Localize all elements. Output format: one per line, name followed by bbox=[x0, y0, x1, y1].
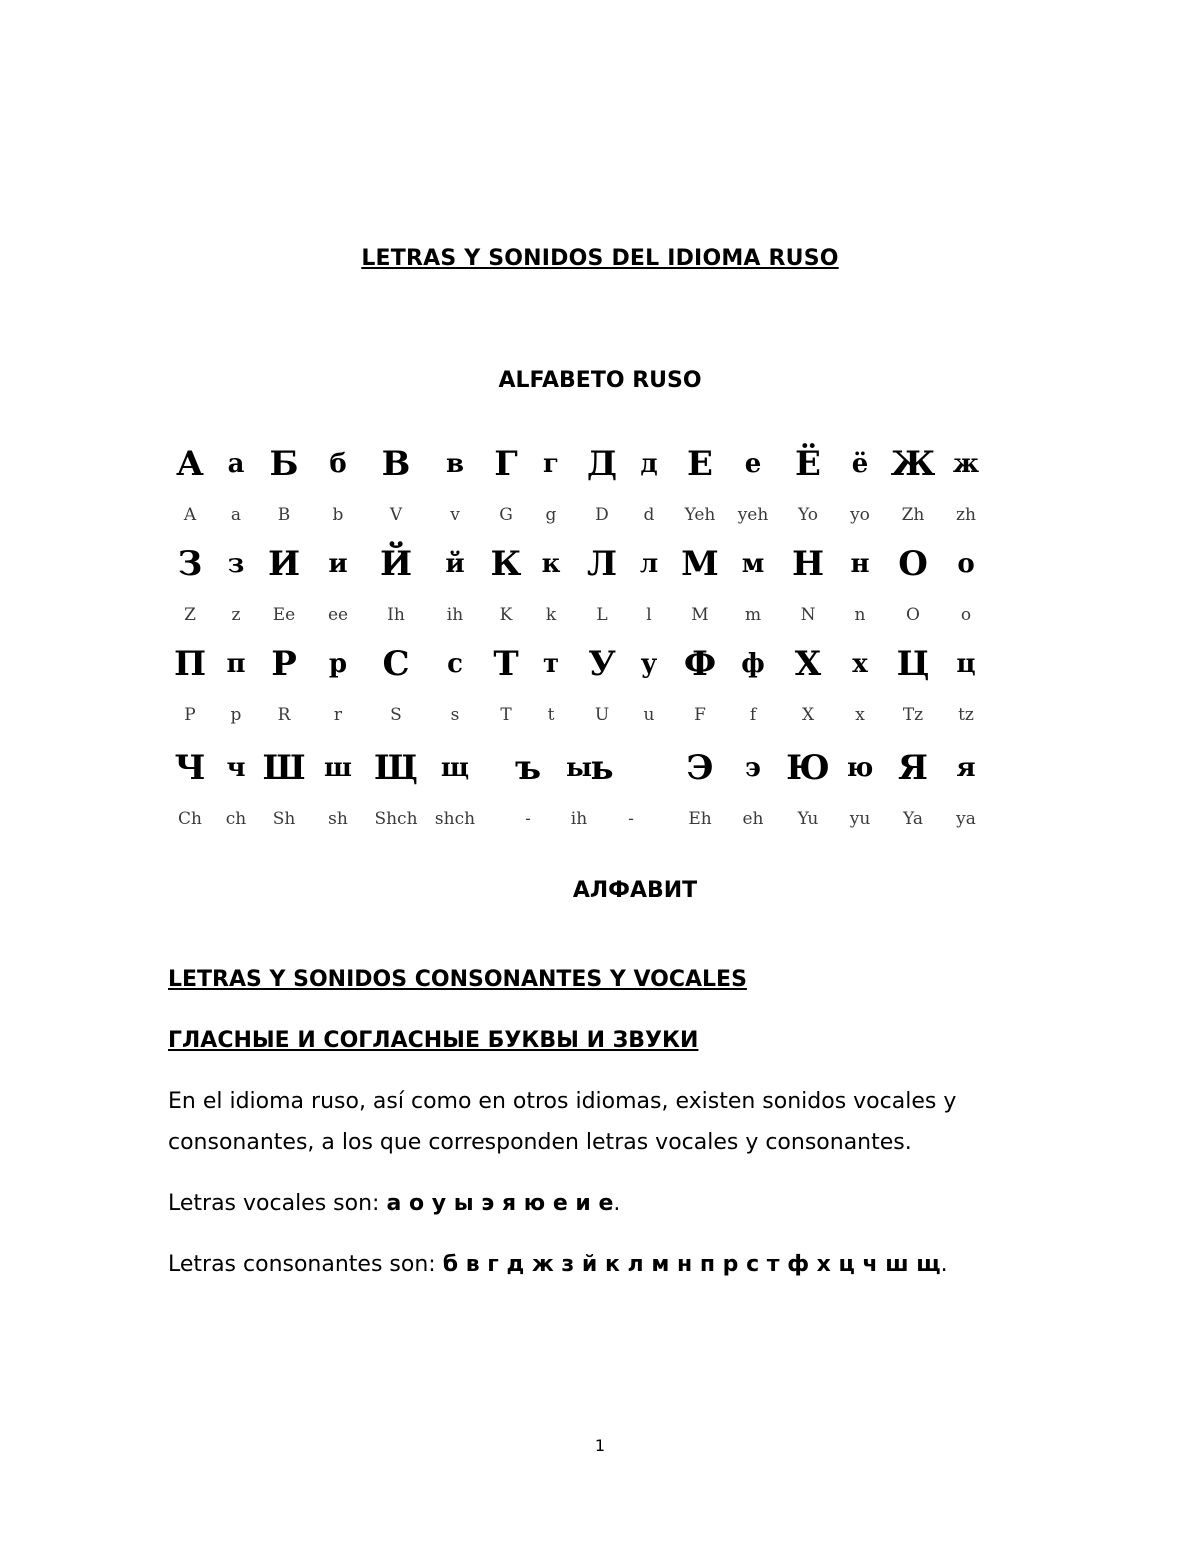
cyrillic-letter: й bbox=[445, 549, 465, 579]
vowels-label: Letras vocales son: bbox=[168, 1191, 387, 1216]
transliteration: yu bbox=[849, 809, 871, 829]
cyrillic-letter: Й bbox=[379, 544, 413, 584]
transliteration: m bbox=[744, 605, 762, 625]
transliteration: zh bbox=[956, 505, 976, 525]
cyrillic-letter: и bbox=[328, 549, 348, 579]
transliteration: d bbox=[643, 505, 655, 525]
transliteration: o bbox=[960, 605, 972, 625]
cyrillic-letter: ъ bbox=[514, 748, 542, 788]
transliteration: s bbox=[450, 705, 460, 725]
transliteration: n bbox=[854, 605, 866, 625]
transliteration: P bbox=[184, 705, 196, 725]
transliteration: K bbox=[499, 605, 513, 625]
vowels-line bbox=[168, 1183, 1048, 1224]
section-heading-russian: ГЛАСНЫЕ И СОГЛАСНЫЕ БУКВЫ И ЗВУКИ bbox=[168, 1028, 699, 1053]
alphabet-subtitle: ALFABETO RUSO bbox=[498, 368, 702, 393]
cyrillic-letter: О bbox=[898, 544, 928, 584]
transliteration: eh bbox=[742, 809, 764, 829]
cyrillic-letter: Ю bbox=[786, 748, 830, 788]
cyrillic-letter: р bbox=[328, 649, 348, 679]
transliteration: V bbox=[389, 505, 403, 525]
transliteration: - bbox=[628, 809, 634, 829]
transliteration: M bbox=[691, 605, 709, 625]
cyrillic-letter: ь bbox=[590, 748, 614, 788]
cyrillic-letter: е bbox=[744, 449, 762, 479]
transliteration: Ch bbox=[178, 809, 202, 829]
transliteration: Ya bbox=[902, 809, 924, 829]
cyrillic-letter: ы bbox=[565, 753, 593, 783]
transliteration: ih bbox=[570, 809, 588, 829]
cyrillic-letter: Ц bbox=[896, 644, 930, 684]
transliteration: b bbox=[332, 505, 344, 525]
transliteration: Yu bbox=[797, 809, 819, 829]
transliteration: t bbox=[547, 705, 555, 725]
transliteration: D bbox=[595, 505, 609, 525]
cyrillic-letter: Р bbox=[271, 644, 297, 684]
transliteration: A bbox=[183, 505, 197, 525]
transliteration: O bbox=[906, 605, 920, 625]
transliteration: G bbox=[499, 505, 513, 525]
transliteration: ya bbox=[956, 809, 976, 829]
cyrillic-letter: Л bbox=[586, 544, 618, 584]
transliteration: Yeh bbox=[684, 505, 716, 525]
cyrillic-letter: в bbox=[445, 449, 465, 479]
cyrillic-alphabet-caption: АЛФАВИТ bbox=[572, 878, 698, 903]
cyrillic-letter: ш bbox=[324, 753, 352, 783]
cyrillic-letter: г bbox=[543, 449, 559, 479]
transliteration: r bbox=[333, 705, 343, 725]
transliteration: k bbox=[545, 605, 557, 625]
transliteration: shch bbox=[434, 809, 476, 829]
transliteration: ch bbox=[225, 809, 247, 829]
cyrillic-letter: Е bbox=[687, 444, 713, 484]
cyrillic-letter: Т bbox=[493, 644, 519, 684]
cyrillic-letter: Ё bbox=[795, 444, 821, 484]
cyrillic-letter: я bbox=[956, 753, 976, 783]
transliteration: Sh bbox=[272, 809, 296, 829]
cyrillic-letter: м bbox=[741, 549, 765, 579]
consonants-period: . bbox=[940, 1252, 948, 1277]
transliteration: R bbox=[277, 705, 291, 725]
cyrillic-letter: Б bbox=[269, 444, 299, 484]
cyrillic-letter: Ж bbox=[890, 444, 936, 484]
transliteration: - bbox=[525, 809, 531, 829]
cyrillic-letter: Д bbox=[586, 444, 618, 484]
transliteration: ih bbox=[446, 605, 464, 625]
cyrillic-letter: б bbox=[329, 449, 347, 479]
cyrillic-letter: к bbox=[541, 549, 561, 579]
transliteration: Ih bbox=[387, 605, 405, 625]
transliteration: tz bbox=[958, 705, 974, 725]
cyrillic-letter: н bbox=[850, 549, 870, 579]
cyrillic-letter: ц bbox=[956, 649, 976, 679]
transliteration: S bbox=[390, 705, 402, 725]
cyrillic-letter: у bbox=[640, 649, 658, 679]
transliteration: a bbox=[230, 505, 242, 525]
transliteration: g bbox=[545, 505, 557, 525]
transliteration: l bbox=[646, 605, 652, 625]
cyrillic-letter: з bbox=[227, 549, 245, 579]
intro-paragraph: En el idioma ruso, así como en otros idiomas, existen sonidos vocales y consonantes, a los que corresponden letras vocales y consonantes. bbox=[168, 1089, 957, 1155]
transliteration: F bbox=[694, 705, 706, 725]
cyrillic-letter: Х bbox=[794, 644, 822, 684]
vowels-letters: а о у ы э я ю е и е bbox=[386, 1191, 614, 1216]
alphabet-grid bbox=[168, 440, 1008, 840]
cyrillic-letter: ж bbox=[952, 449, 980, 479]
transliteration: Tz bbox=[902, 705, 924, 725]
cyrillic-letter: И bbox=[267, 544, 301, 584]
transliteration: Zh bbox=[901, 505, 925, 525]
cyrillic-letter: д bbox=[640, 449, 658, 479]
transliteration: yeh bbox=[737, 505, 769, 525]
cyrillic-letter: Г bbox=[494, 444, 518, 484]
cyrillic-letter: Ш bbox=[262, 748, 306, 788]
cyrillic-letter: ф bbox=[741, 649, 765, 679]
transliteration: Eh bbox=[688, 809, 712, 829]
cyrillic-letter: ч bbox=[226, 753, 246, 783]
consonants-letters: б в г д ж з й к л м н п р с т ф х ц ч ш щ bbox=[442, 1252, 941, 1277]
cyrillic-letter: а bbox=[227, 449, 245, 479]
transliteration: p bbox=[230, 705, 242, 725]
cyrillic-letter: К bbox=[490, 544, 522, 584]
transliteration: Z bbox=[184, 605, 196, 625]
transliteration: X bbox=[801, 705, 815, 725]
cyrillic-letter: л bbox=[639, 549, 659, 579]
cyrillic-letter: с bbox=[447, 649, 463, 679]
cyrillic-letter: ю bbox=[846, 753, 874, 783]
consonants-line bbox=[168, 1244, 1048, 1285]
transliteration: B bbox=[277, 505, 291, 525]
cyrillic-letter: п bbox=[226, 649, 246, 679]
cyrillic-letter: Ф bbox=[683, 644, 717, 684]
transliteration: T bbox=[500, 705, 512, 725]
cyrillic-letter: щ bbox=[440, 753, 470, 783]
cyrillic-letter: П bbox=[173, 644, 207, 684]
consonants-label: Letras consonantes son: bbox=[168, 1252, 443, 1277]
document-title: LETRAS Y SONIDOS DEL IDIOMA RUSO bbox=[361, 246, 839, 271]
transliteration: x bbox=[855, 705, 865, 725]
cyrillic-letter: З bbox=[177, 544, 203, 584]
transliteration: yo bbox=[850, 505, 870, 525]
page-number: 1 bbox=[594, 1436, 606, 1455]
vowels-period: . bbox=[613, 1191, 621, 1216]
transliteration: Shch bbox=[374, 809, 418, 829]
transliteration: U bbox=[594, 705, 610, 725]
transliteration: f bbox=[749, 705, 757, 725]
transliteration: u bbox=[643, 705, 655, 725]
cyrillic-letter: Ч bbox=[174, 748, 206, 788]
transliteration: N bbox=[800, 605, 816, 625]
transliteration: L bbox=[596, 605, 608, 625]
cyrillic-letter: Щ bbox=[374, 748, 418, 788]
cyrillic-letter: о bbox=[957, 549, 975, 579]
transliteration: z bbox=[231, 605, 241, 625]
section-heading-spanish: LETRAS Y SONIDOS CONSONANTES Y VOCALES bbox=[168, 967, 747, 992]
transliteration: Yo bbox=[798, 505, 818, 525]
cyrillic-letter: В bbox=[381, 444, 411, 484]
cyrillic-letter: Н bbox=[791, 544, 825, 584]
cyrillic-letter: э bbox=[745, 753, 761, 783]
cyrillic-letter: М bbox=[681, 544, 719, 584]
cyrillic-letter: Я bbox=[898, 748, 928, 788]
cyrillic-letter: С bbox=[382, 644, 410, 684]
transliteration: sh bbox=[328, 809, 348, 829]
cyrillic-letter: У bbox=[588, 644, 616, 684]
transliteration: Ee bbox=[272, 605, 296, 625]
cyrillic-letter: Э bbox=[686, 748, 714, 788]
cyrillic-letter: т bbox=[542, 649, 560, 679]
cyrillic-letter: А bbox=[176, 444, 204, 484]
cyrillic-letter: х bbox=[852, 649, 868, 679]
transliteration: ee bbox=[327, 605, 349, 625]
cyrillic-letter: ё bbox=[851, 449, 869, 479]
transliteration: v bbox=[450, 505, 460, 525]
